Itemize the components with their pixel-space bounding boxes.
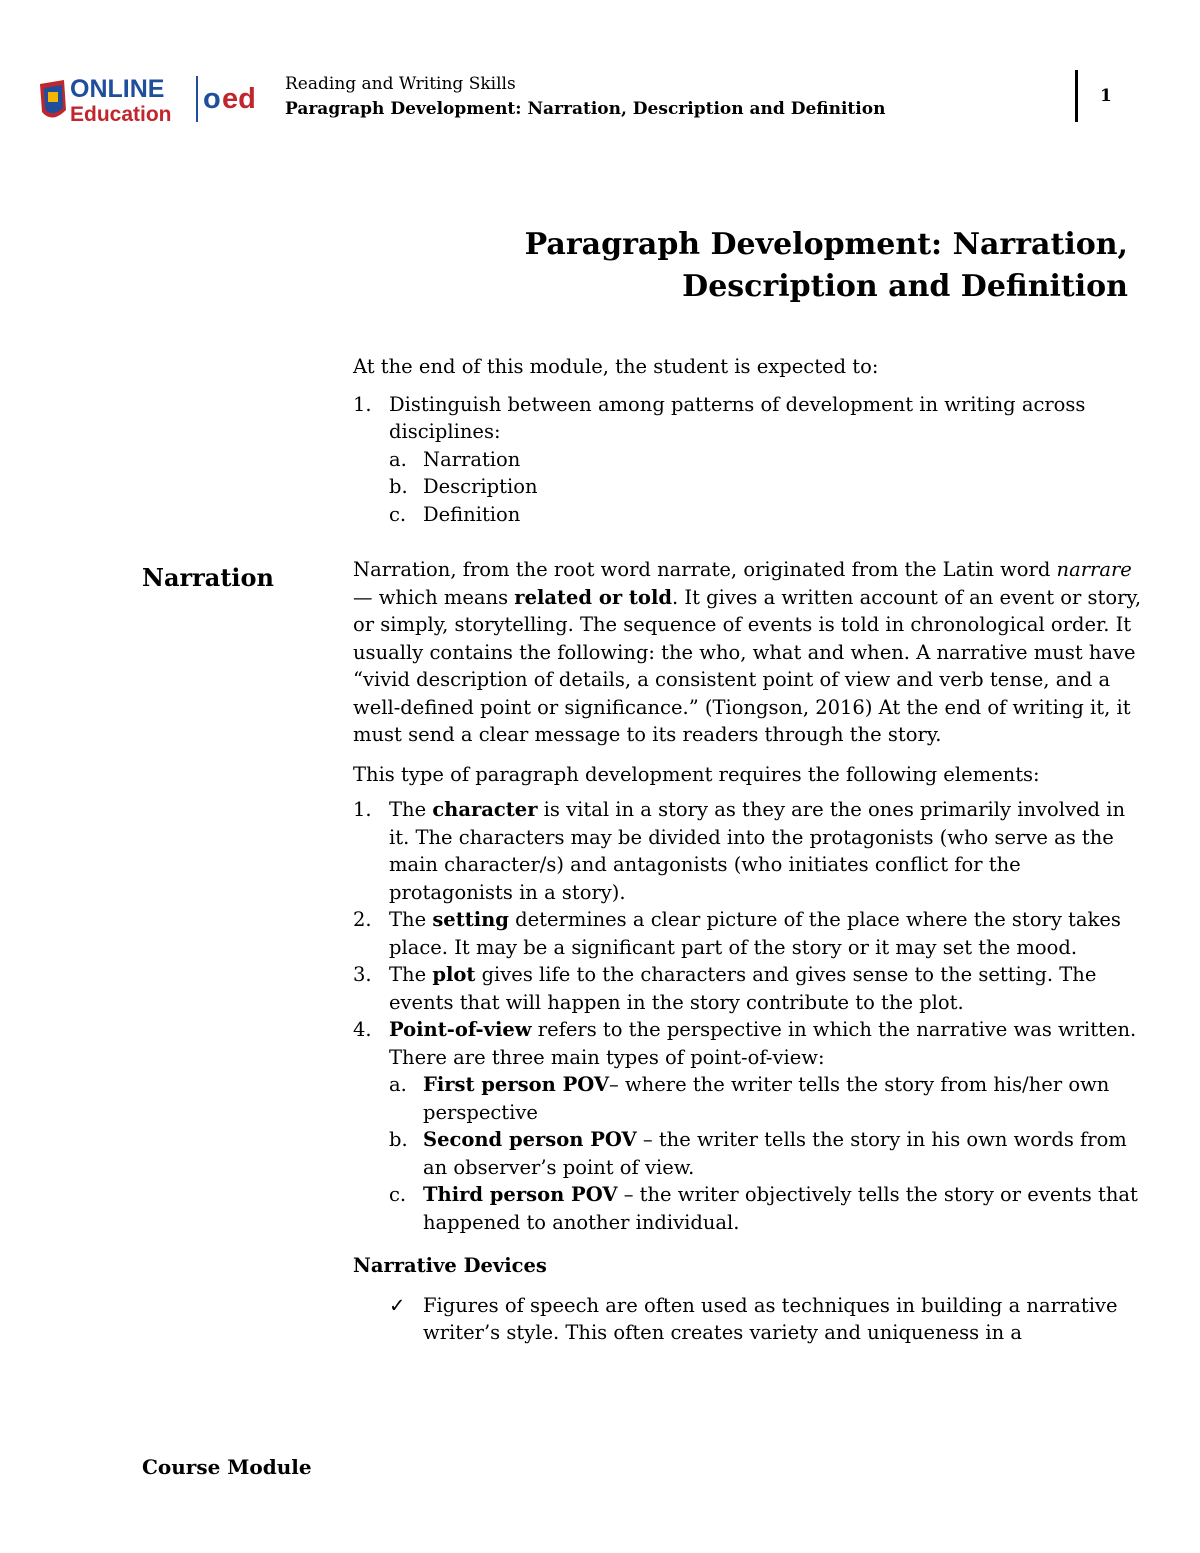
- text-run: The: [389, 798, 433, 821]
- text-run: . It gives a written account of an event or story, or simply, storytelling. The sequence of events is told in chronological order. It usually contains the following: the who, what and when. A narrative must have “vivid description of details, a consistent point of view and verb tense, and a well-defined point or significance.” (Tiongson, 2016) At the end of writing it, it must send a clear message to its readers through the story.: [353, 585, 1142, 746]
- course-module-footer: Course Module: [142, 1455, 312, 1479]
- list-marker: a.: [389, 447, 407, 471]
- header-divider: [1075, 70, 1078, 122]
- list-item: [353, 446, 1143, 474]
- text-run: – the writer objectively tells the story or events that happened to another individual.: [423, 1183, 1138, 1234]
- text-run: — which means: [353, 585, 515, 609]
- bold-term: Third person POV: [423, 1183, 618, 1206]
- text-run: – where the writer tells the story from his/her own perspective: [423, 1073, 1110, 1124]
- list-marker: 3.: [353, 963, 372, 986]
- objective-sublist: [353, 446, 1143, 529]
- list-marker: 1.: [353, 798, 372, 821]
- text-run: refers to the perspective in which the narrative was written. There are three main types of point-of-view:: [389, 1018, 1137, 1069]
- online-education-logo: [36, 70, 276, 126]
- list-item: [353, 1071, 1143, 1126]
- bold-term: related or told: [514, 585, 672, 609]
- objectives-list: [353, 391, 1143, 529]
- running-header: [285, 72, 885, 122]
- page-title: [368, 224, 1128, 308]
- header-subtitle: Paragraph Development: Narration, Description and Definition: [285, 99, 886, 119]
- objective-subitem: Definition: [423, 502, 521, 526]
- bold-term: Point-of-view: [389, 1018, 532, 1041]
- list-item: [353, 1016, 1143, 1236]
- bold-term: Second person POV: [423, 1128, 637, 1151]
- page-number: 1: [1100, 86, 1112, 106]
- bold-term: setting: [432, 908, 509, 931]
- text-run: The: [389, 963, 433, 986]
- main-content: [353, 353, 1143, 1347]
- text-run: The: [389, 908, 433, 931]
- bold-term: First person POV: [423, 1073, 610, 1096]
- list-marker: 2.: [353, 908, 372, 931]
- text-run: – the writer tells the story in his own words from an observer’s point of view.: [423, 1128, 1127, 1179]
- objectives-intro: At the end of this module, the student is expected to:: [353, 355, 879, 378]
- text-run: determines a clear picture of the place where the story takes place. It may be a significant part of the story or it may set the mood.: [389, 908, 1121, 959]
- list-marker: a.: [389, 1073, 407, 1096]
- elements-list: [353, 796, 1143, 1236]
- svg-text:ed: ed: [222, 83, 256, 115]
- list-item: [353, 501, 1143, 529]
- italic-term: narrare: [1056, 558, 1132, 581]
- title-line-2: Description and Definition: [682, 269, 1128, 304]
- list-marker: b.: [389, 475, 408, 498]
- list-item: [353, 391, 1143, 529]
- course-name: Reading and Writing Skills: [285, 74, 516, 94]
- text-run: Narration, from the root word narrate, originated from the Latin word: [353, 558, 1057, 581]
- bold-term: plot: [432, 963, 476, 986]
- narration-heading: Narration: [142, 563, 274, 592]
- narration-paragraph: [353, 556, 1143, 749]
- svg-text:ONLINE: ONLINE: [70, 75, 165, 103]
- bold-term: character: [432, 798, 538, 821]
- list-item: [353, 1181, 1143, 1236]
- pov-sublist: [353, 1071, 1143, 1236]
- list-marker: 1.: [353, 392, 372, 416]
- text-run: is vital in a story as they are the ones primarily involved in it. The characters may be divided into the protagonists (who serve as the main character/s) and antagonists (who initiates conflict for the protagonists in a story).: [389, 798, 1126, 904]
- checkmark-icon: ✓: [389, 1293, 406, 1317]
- objective-subitem: Narration: [423, 447, 521, 471]
- list-item: [353, 796, 1143, 906]
- svg-text:o: o: [203, 83, 221, 115]
- svg-text:Education: Education: [70, 103, 172, 126]
- objective-text: Distinguish between among patterns of development in writing across disciplines:: [389, 392, 1086, 443]
- devices-check-item: [353, 1292, 1143, 1347]
- list-item: [353, 1126, 1143, 1181]
- list-marker: c.: [389, 1183, 407, 1206]
- narrative-devices-heading: Narrative Devices: [353, 1254, 547, 1277]
- list-item: [353, 473, 1143, 501]
- list-item: [353, 961, 1143, 1016]
- list-marker: b.: [389, 1128, 408, 1151]
- list-marker: c.: [389, 502, 407, 526]
- list-marker: 4.: [353, 1018, 372, 1041]
- title-line-1: Paragraph Development: Narration,: [524, 227, 1128, 262]
- text-run: gives life to the characters and gives sense to the setting. The events that will happen in the story contribute to the plot.: [389, 963, 1097, 1014]
- list-item: [353, 906, 1143, 961]
- objective-subitem: Description: [423, 475, 538, 498]
- elements-intro: This type of paragraph development requires the following elements:: [353, 762, 1040, 786]
- devices-text: Figures of speech are often used as techniques in building a narrative writer’s style. This often creates variety and uniqueness in a: [423, 1293, 1118, 1344]
